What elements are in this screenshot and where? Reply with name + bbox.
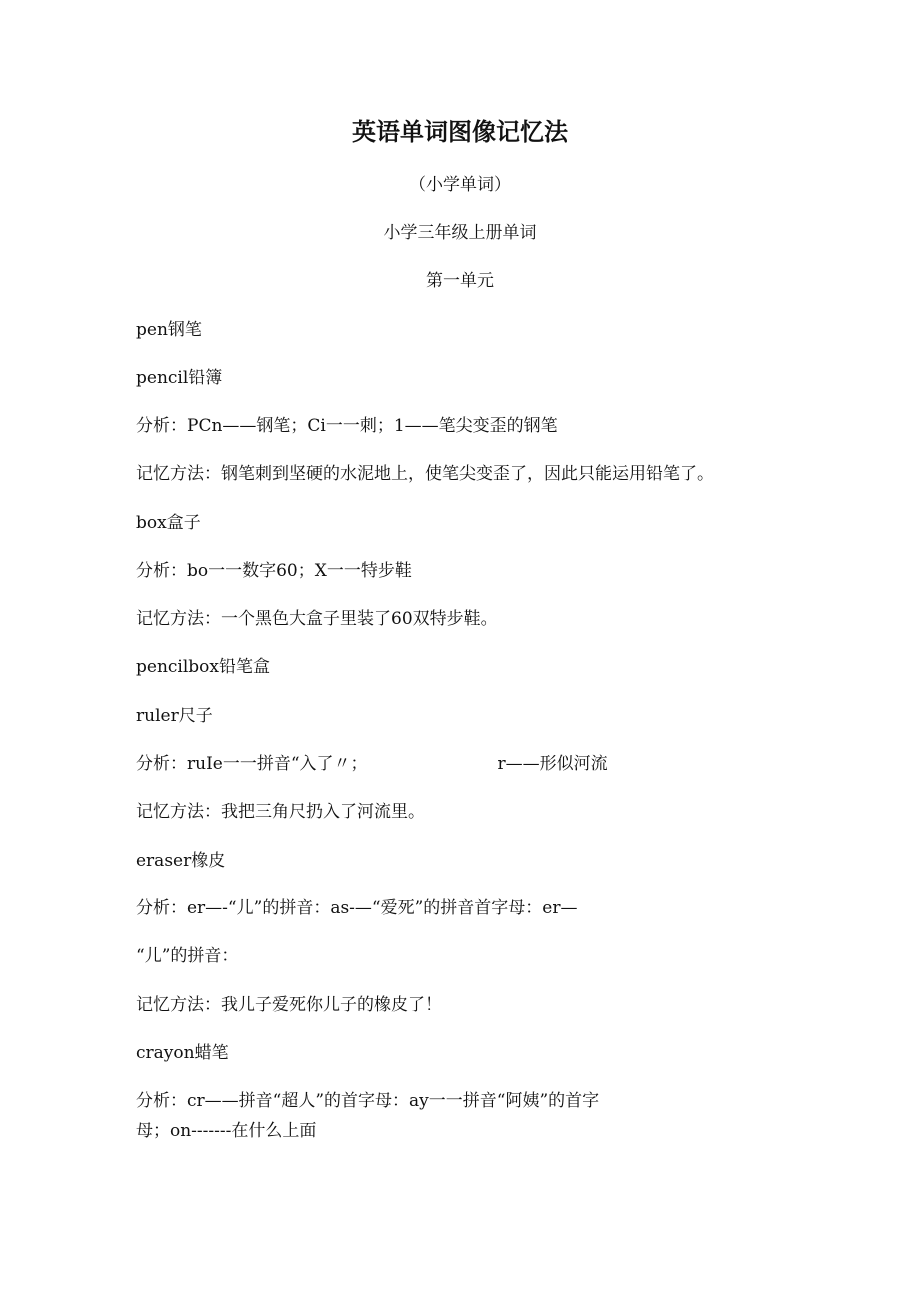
unit-heading: 第一单元: [426, 271, 494, 291]
analysis-eraser-cont: “儿”的拼音：: [136, 946, 239, 966]
word-pen: pen钢笔: [136, 320, 202, 340]
memory-pencil: 记忆方法：钢笔刺到坚硬的水泥地上，使笔尖变歪了，因此只能运用铅笔了。: [136, 464, 714, 484]
grade-heading: 小学三年级上册单词: [383, 223, 537, 243]
analysis-ruler-part2: r——形似河流: [497, 754, 608, 774]
word-pencil: pencil铅簿: [136, 368, 223, 388]
memory-box: 记忆方法：一个黑色大盒子里装了60双特步鞋。: [136, 609, 498, 629]
memory-eraser: 记忆方法：我儿子爱死你儿子的橡皮了！: [136, 995, 442, 1015]
analysis-crayon: 分析：cr——拼音“超人”的首字母：ay一一拼音“阿姨”的首字: [136, 1091, 600, 1111]
document-subtitle: （小学单词）: [409, 175, 511, 195]
word-ruler: ruler尺子: [136, 706, 213, 726]
word-box: box盒子: [136, 513, 201, 533]
document-title: 英语单词图像记忆法: [352, 118, 568, 146]
analysis-ruler-part1: 分析：ruIe一一拼音“入了〃；: [136, 754, 368, 774]
word-pencilbox: pencilbox铅笔盒: [136, 657, 270, 677]
word-eraser: eraser橡皮: [136, 851, 226, 871]
analysis-box: 分析：bo一一数字60；X一一特步鞋: [136, 561, 412, 581]
word-crayon: crayon蜡笔: [136, 1043, 229, 1063]
analysis-ruler: [136, 749, 608, 774]
memory-ruler: 记忆方法：我把三角尺扔入了河流里。: [136, 802, 425, 822]
analysis-eraser: 分析：er—-“儿”的拼音：as-—“爱死”的拼音首字母：er—: [136, 898, 578, 918]
analysis-crayon-cont: 母；on-------在什么上面: [136, 1121, 317, 1141]
analysis-pencil: 分析：PCn——钢笔；Ci一一刺；1——笔尖变歪的钢笔: [136, 416, 558, 436]
